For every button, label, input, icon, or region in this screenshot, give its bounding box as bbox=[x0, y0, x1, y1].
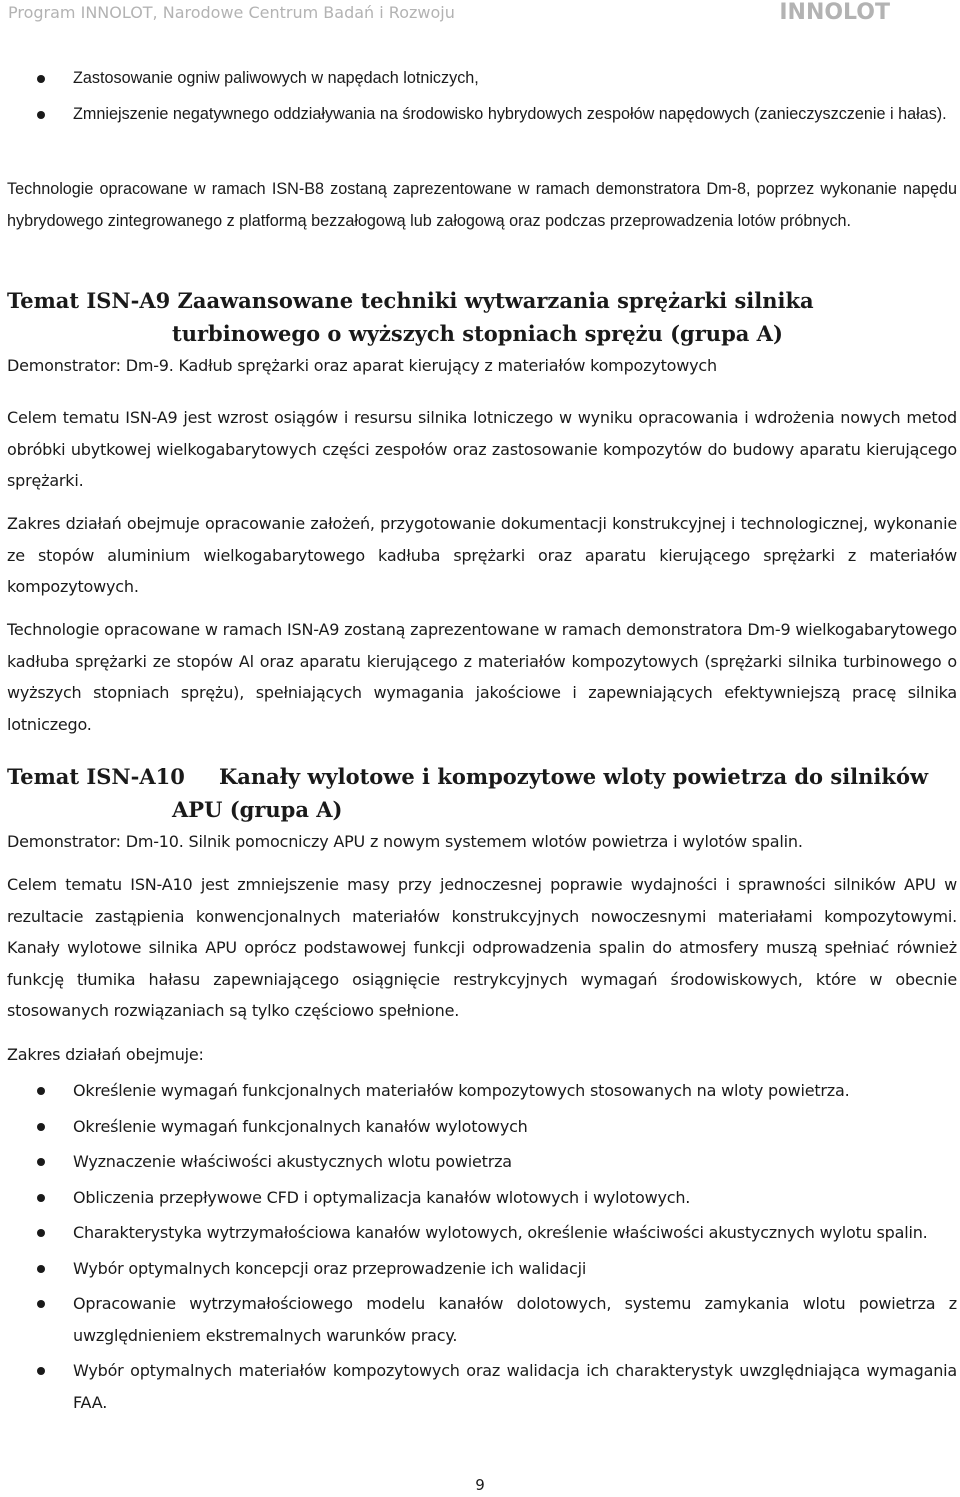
a9-technology-paragraph: Technologie opracowane w ramach ISN-A9 zostaną zaprezentowane w ramach demonstratora Dm-9 wielkogabarytowego kadłuba sprężarki ze stopów Al oraz aparatu kierującego z materiałów kompozytowych (sprężarki silnika turbinowego o wyższych stopniach sprężu), spełniających wymagania jakościowe i zapewniających efektywniejszą pracę silnika lotniczego. bbox=[7, 620, 957, 734]
top-bullet-list bbox=[0, 63, 957, 134]
list-item: Opracowanie wytrzymałościowego modelu kanałów dolotowych, systemu zamykania wlotu powietrza z uwzględnieniem ekstremalnych warunków pracy. bbox=[0, 1288, 957, 1351]
header-logo-text: INNOLOT bbox=[779, 0, 890, 25]
header-program-title: Program INNOLOT, Narodowe Centrum Badań i Rozwoju bbox=[8, 3, 455, 22]
page-header bbox=[0, 0, 960, 28]
a9-heading bbox=[7, 284, 957, 350]
list-item: Wyznaczenie właściwości akustycznych wlotu powietrza bbox=[0, 1146, 957, 1178]
list-item: Wybór optymalnych koncepcji oraz przeprowadzenie ich walidacji bbox=[0, 1253, 957, 1285]
bullet-icon bbox=[37, 75, 45, 83]
bullet-icon bbox=[37, 111, 45, 119]
a10-scope-intro: Zakres działań obejmuje: bbox=[7, 1045, 204, 1064]
a10-heading-line2: APU (grupa A) bbox=[172, 797, 343, 822]
a10-demonstrator: Demonstrator: Dm-10. Silnik pomocniczy APU z nowym systemem wlotów powietrza i wylotów spalin. bbox=[7, 832, 803, 851]
list-item: Obliczenia przepływowe CFD i optymalizacja kanałów wlotowych i wylotowych. bbox=[0, 1182, 957, 1214]
list-item: Określenie wymagań funkcjonalnych materiałów kompozytowych stosowanych na wloty powietrza. bbox=[0, 1075, 957, 1107]
a10-scope-list bbox=[0, 1075, 957, 1422]
bullet-icon bbox=[37, 1367, 45, 1375]
a10-heading bbox=[7, 760, 957, 826]
a10-heading-title: Kanały wylotowe i kompozytowe wloty powietrza do silników bbox=[219, 764, 929, 789]
bullet-icon bbox=[37, 1087, 45, 1095]
a9-demonstrator: Demonstrator: Dm-9. Kadłub sprężarki oraz aparat kierujący z materiałów kompozytowych bbox=[7, 356, 717, 375]
a10-goal-paragraph: Celem tematu ISN-A10 jest zmniejszenie masy przy jednoczesnej poprawie wydajności i sprawności silników APU w rezultacie zastąpienia konwencjonalnych materiałów konstrukcyjnych nowoczesnymi materiałami kompozytowymi. Kanały wylotowe silnika APU oprócz podstawowej funkcji odprowadzenia spalin do atmosfery muszą spełniać również funkcję tłumika hałasu zapewniającego osiągnięcie restrykcyjnych wymagań środowiskowych, które w obecnie stosowanych rozwiązaniach są tylko częściowo spełnione. bbox=[7, 875, 957, 1020]
list-item: Wybór optymalnych materiałów kompozytowych oraz walidacja ich charakterystyk uwzględniająca wymagania FAA. bbox=[0, 1355, 957, 1418]
bullet-icon bbox=[37, 1300, 45, 1308]
a9-heading-line1: Temat ISN-A9 Zaawansowane techniki wytwarzania sprężarki silnika bbox=[7, 288, 814, 313]
bullet-icon bbox=[37, 1265, 45, 1273]
bullet-icon bbox=[37, 1229, 45, 1237]
a10-heading-code: Temat ISN-A10 bbox=[7, 764, 185, 789]
list-item: Określenie wymagań funkcjonalnych kanałów wylotowych bbox=[0, 1111, 957, 1143]
list-item: Zmniejszenie negatywnego oddziaływania na środowisko hybrydowych zespołów napędowych (zanieczyszczenie i hałas). bbox=[0, 99, 957, 131]
bullet-icon bbox=[37, 1158, 45, 1166]
b8-technology-paragraph: Technologie opracowane w ramach ISN-B8 zostaną zaprezentowane w ramach demonstratora Dm-8, poprzez wykonanie napędu hybrydowego zintegrowanego z platformą bezzałogową lub załogową oraz podczas przeprowadzenia lotów próbnych. bbox=[7, 180, 957, 230]
page-number: 9 bbox=[475, 1476, 485, 1494]
a9-goal-paragraph: Celem tematu ISN-A9 jest wzrost osiągów i resursu silnika lotniczego w wyniku opracowania i wdrożenia nowych metod obróbki ubytkowej wielkogabarytowych części zespołów oraz zastosowanie kompozytów do budowy aparatu kierującego sprężarki. bbox=[7, 408, 957, 490]
list-item: Zastosowanie ogniw paliwowych w napędach lotniczych, bbox=[0, 63, 957, 95]
a9-scope-paragraph: Zakres działań obejmuje opracowanie założeń, przygotowanie dokumentacji konstrukcyjnej i technologicznej, wykonanie ze stopów aluminium wielkogabarytowego kadłuba sprężarki oraz aparatu kierującego sprężarki z materiałów kompozytowych. bbox=[7, 514, 957, 596]
list-item: Charakterystyka wytrzymałościowa kanałów wylotowych, określenie właściwości akustycznych wylotu spalin. bbox=[0, 1217, 957, 1249]
a9-heading-line2: turbinowego o wyższych stopniach sprężu (grupa A) bbox=[172, 321, 783, 346]
bullet-icon bbox=[37, 1123, 45, 1131]
bullet-icon bbox=[37, 1194, 45, 1202]
